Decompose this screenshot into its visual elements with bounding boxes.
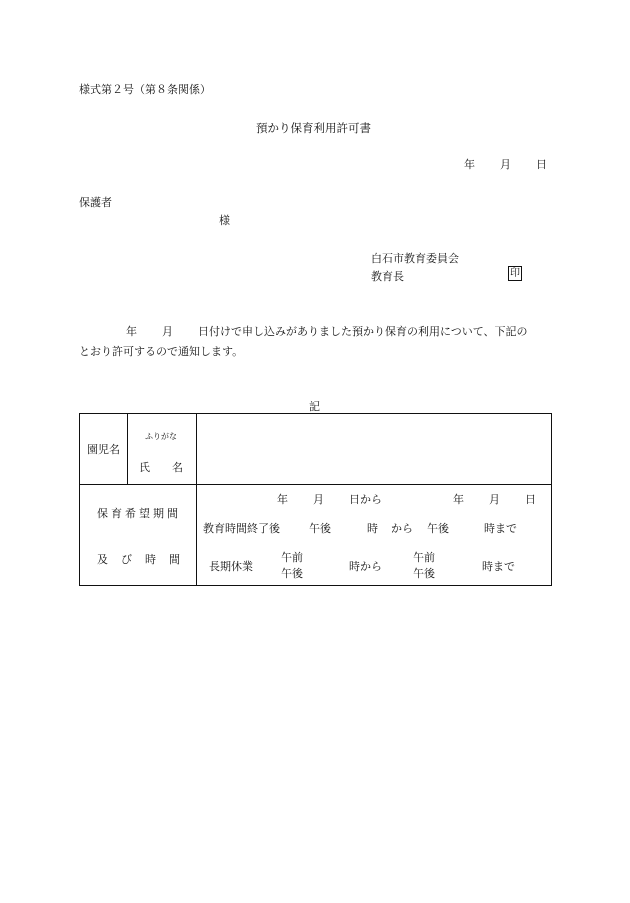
recipient-label: 保護者 xyxy=(79,196,112,209)
vacation-pm-2: 午後 xyxy=(413,567,435,580)
form-number: 様式第２号（第８条関係） xyxy=(79,83,211,96)
vacation-label: 長期休業 xyxy=(209,560,253,573)
seal-mark xyxy=(508,266,522,281)
period-label-cell xyxy=(80,485,197,586)
vacation-from: 時から xyxy=(349,560,382,573)
vacation-pm: 午後 xyxy=(281,567,303,580)
period-from: 日から xyxy=(349,493,382,506)
vacation-until: 時まで xyxy=(482,560,515,573)
body-year: 年 xyxy=(126,325,137,338)
child-label-cell xyxy=(80,414,128,485)
after-school-pm: 午後 xyxy=(309,522,331,535)
issuer-organization: 白石市教育委員会 xyxy=(371,252,459,265)
furigana-name-cell xyxy=(128,414,197,485)
details-table xyxy=(79,413,552,586)
after-school-until: 時まで xyxy=(484,522,517,535)
period-label-1: 保育希望期間 xyxy=(97,507,181,520)
period-year-2: 年 xyxy=(453,493,464,506)
name-label: 氏 名 xyxy=(139,461,183,474)
vacation-am-2: 午前 xyxy=(413,551,435,564)
issuer-position: 教育長 xyxy=(371,270,404,283)
ki-heading: 記 xyxy=(309,400,320,413)
furigana-label: ふりがな xyxy=(145,432,177,441)
date-month: 月 xyxy=(500,158,511,171)
date-year: 年 xyxy=(464,158,475,171)
seal-icon: 印 xyxy=(510,268,520,279)
after-school-label: 教育時間終了後 xyxy=(203,522,280,535)
after-school-from: から xyxy=(391,522,413,535)
period-label-2: 及び時間 xyxy=(97,553,193,566)
date-day: 日 xyxy=(536,158,547,171)
period-month: 月 xyxy=(313,493,324,506)
child-name-row xyxy=(80,414,552,485)
period-month-2: 月 xyxy=(489,493,500,506)
vacation-am: 午前 xyxy=(281,551,303,564)
recipient-honorific: 様 xyxy=(219,214,230,227)
body-line1: 日付けで申し込みがありました預かり保育の利用について、下記の xyxy=(198,325,528,338)
child-label: 園児名 xyxy=(87,443,120,456)
period-row xyxy=(80,485,552,586)
period-detail-cell xyxy=(197,485,552,586)
after-school-hour: 時 xyxy=(367,522,378,535)
period-day-2: 日 xyxy=(525,493,536,506)
body-month: 月 xyxy=(162,325,173,338)
child-name-value-cell[interactable] xyxy=(197,414,552,485)
document-title: 預かり保育利用許可書 xyxy=(256,121,371,135)
after-school-pm-2: 午後 xyxy=(427,522,449,535)
body-line2: とおり許可するので通知します。 xyxy=(79,345,244,358)
period-year: 年 xyxy=(277,493,288,506)
